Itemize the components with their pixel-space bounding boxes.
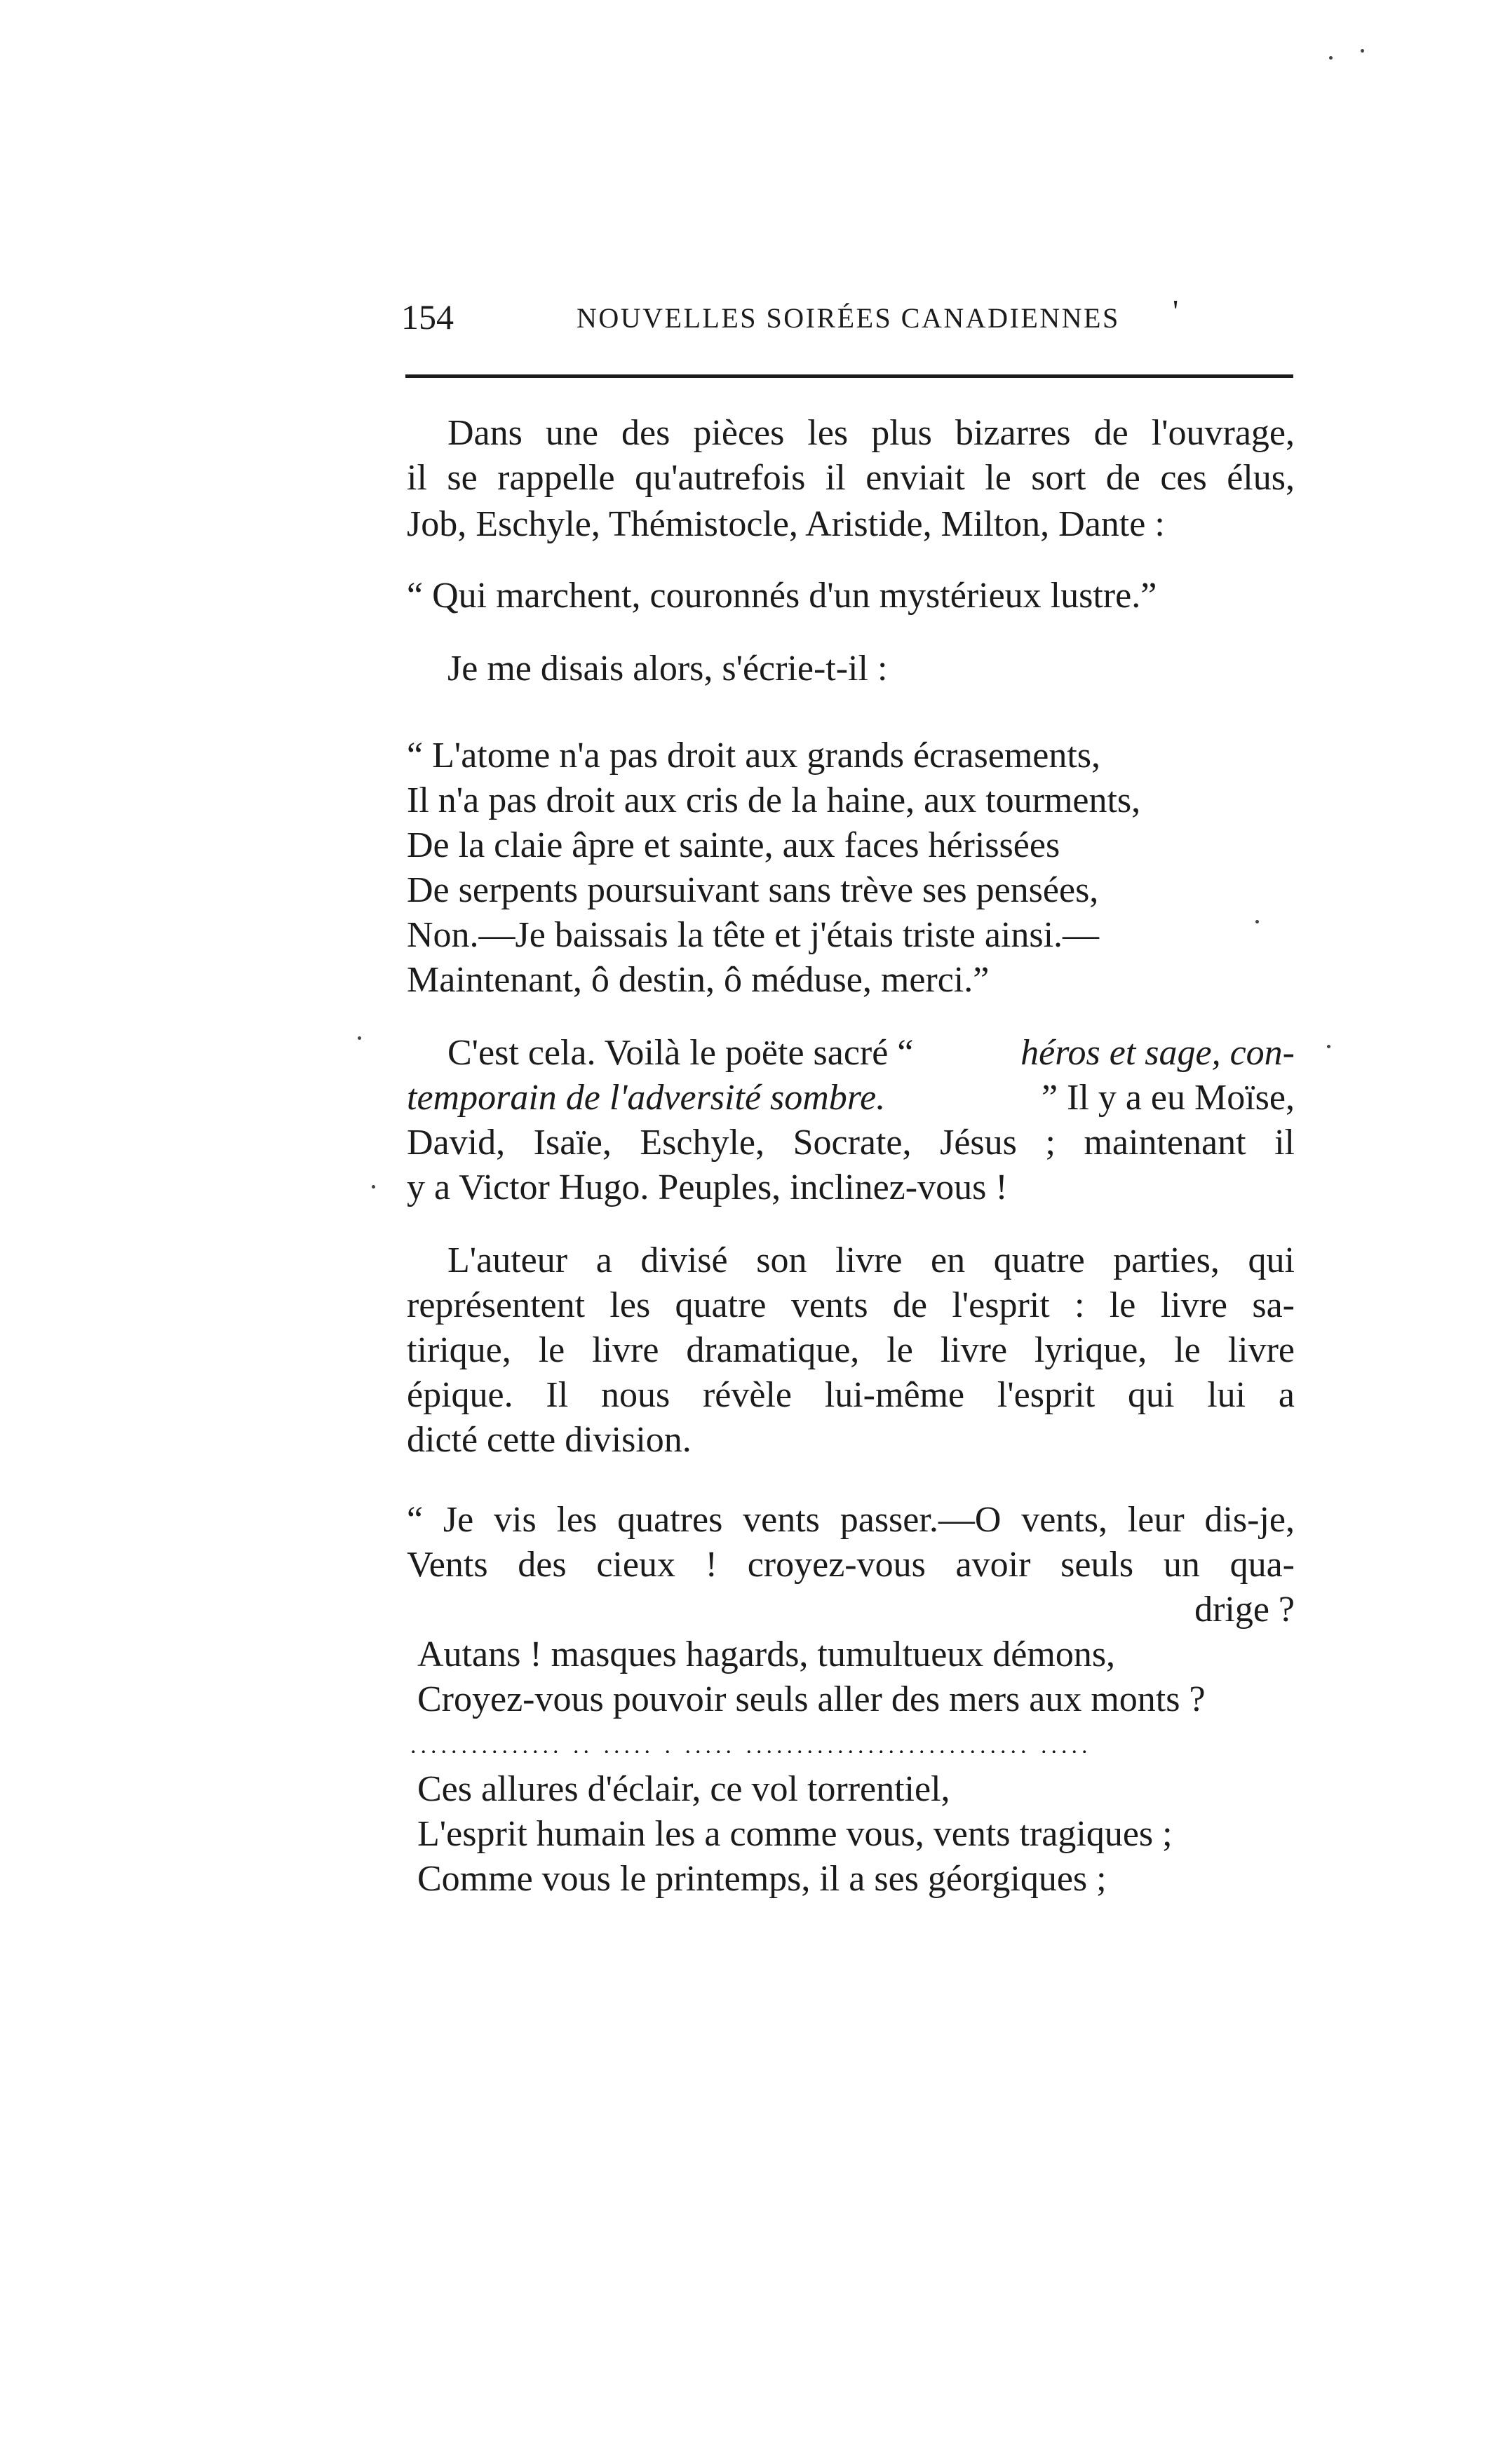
italic-quote: temporain de l'adversité sombre. <box>407 1078 886 1118</box>
text-line: Je me disais alors, s'écrie-t-il : <box>447 649 888 689</box>
verse-line: De serpents poursuivant sans trève ses pensées, <box>407 870 1099 910</box>
text-line: il se rappelle qu'autrefois il enviait le sort de ces élus, <box>407 458 1295 498</box>
text-line: David, Isaïe, Eschyle, Socrate, Jésus ; maintenant il <box>407 1123 1295 1163</box>
running-title: NOUVELLES SOIRÉES CANADIENNES <box>577 302 1120 334</box>
verse-line: Maintenant, ô destin, ô méduse, merci.” <box>407 960 990 1000</box>
text-line: y a Victor Hugo. Peuples, inclinez-vous ! <box>407 1167 1008 1207</box>
verse-line: Autans ! masques hagards, tumultueux démons, <box>417 1634 1116 1674</box>
print-speck <box>372 1185 375 1189</box>
page-header <box>401 295 1295 351</box>
ellipsis-row: ............... .. ..... . ..... ............................ ..... <box>410 1739 1092 1753</box>
print-speck <box>358 1036 361 1040</box>
text-line: Dans une des pièces les plus bizarres de l'ouvrage, <box>447 413 1295 453</box>
verse-line: “ L'atome n'a pas droit aux grands écrasements, <box>407 736 1101 776</box>
verse-line: Vents des cieux ! croyez-vous avoir seuls un qua- <box>407 1545 1295 1585</box>
text-line <box>407 1076 1295 1121</box>
print-speck <box>1329 56 1333 60</box>
text-line: tirique, le livre dramatique, le livre lyrique, le livre <box>407 1330 1295 1370</box>
page-number: 154 <box>401 297 454 337</box>
verse-line: “ Je vis les quatres vents passer.—O vents, leur dis-je, <box>407 1500 1295 1540</box>
text-line: épique. Il nous révèle lui-même l'esprit qui lui a <box>407 1375 1295 1415</box>
verse-line: Il n'a pas droit aux cris de la haine, aux tourments, <box>407 780 1141 820</box>
verse-line: De la claie âpre et sainte, aux faces hérissées <box>407 825 1060 865</box>
quote-line: “ Qui marchent, couronnés d'un mystérieux lustre.” <box>407 576 1157 616</box>
text-line: Job, Eschyle, Thémistocle, Aristide, Milton, Dante : <box>407 504 1165 544</box>
header-mark: ' <box>1173 293 1179 329</box>
print-speck <box>1361 49 1364 53</box>
italic-quote: héros et sage, con- <box>1020 1033 1295 1073</box>
text-line: L'auteur a divisé son livre en quatre parties, qui <box>447 1240 1295 1280</box>
verse-line: L'esprit humain les a comme vous, vents tragiques ; <box>417 1814 1173 1854</box>
header-rule <box>405 374 1293 378</box>
text-line: dicté cette division. <box>407 1420 692 1460</box>
text-line <box>447 1031 1295 1076</box>
print-speck <box>1255 920 1259 923</box>
text-line: représentent les quatre vents de l'esprit : le livre sa- <box>407 1285 1295 1325</box>
text-span: ” Il y a eu Moïse, <box>1041 1078 1295 1118</box>
print-speck <box>1327 1045 1330 1048</box>
verse-line: Comme vous le printemps, il a ses géorgiques ; <box>417 1859 1107 1899</box>
text-span: C'est cela. Voilà le poëte sacré “ <box>447 1033 914 1073</box>
verse-line: Non.—Je baissais la tête et j'étais triste ainsi.— <box>407 915 1100 955</box>
verse-line: Croyez-vous pouvoir seuls aller des mers aux monts ? <box>417 1679 1206 1719</box>
verse-line: Ces allures d'éclair, ce vol torrentiel, <box>417 1769 950 1809</box>
verse-line: drige ? <box>1194 1590 1295 1630</box>
